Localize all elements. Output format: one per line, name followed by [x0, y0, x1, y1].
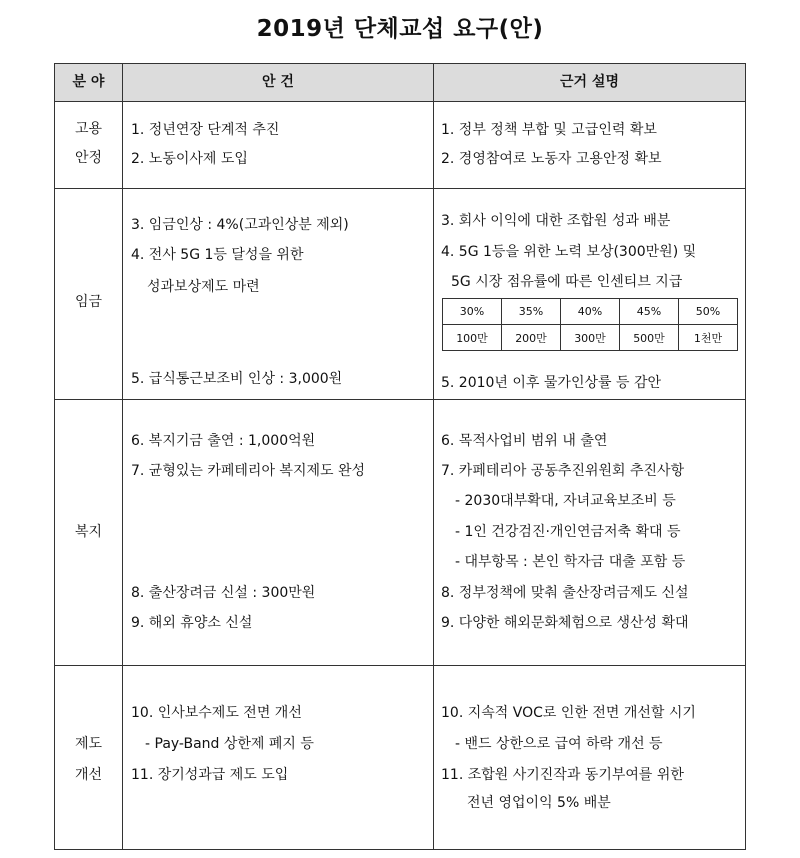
row-divider	[55, 399, 745, 400]
incentive-share-cell: 30%	[443, 299, 502, 325]
agenda-item: 성과보상제도 마련	[147, 279, 260, 295]
rationale-subitem: - 2030대부확대, 자녀교육보조비 등	[455, 493, 676, 509]
rationale-item: 1. 정부 정책 부합 및 고급인력 확보	[441, 122, 657, 138]
incentive-share-row	[443, 299, 738, 325]
row-divider	[55, 665, 745, 666]
agenda-item: 2. 노동이사제 도입	[131, 151, 248, 167]
rationale-subitem: - 밴드 상한으로 급여 하락 개선 등	[455, 736, 663, 752]
incentive-share-cell: 50%	[679, 299, 738, 325]
incentive-amount-row	[443, 325, 738, 351]
agenda-subitem: - Pay-Band 상한제 폐지 등	[145, 736, 314, 752]
rationale-item: 5. 2010년 이후 물가인상률 등 감안	[441, 375, 662, 391]
rationale-item: 7. 카페테리아 공동추진위원회 추진사항	[441, 463, 685, 479]
header-rationale: 근거 설명	[560, 74, 619, 90]
category-employment-line1: 고용	[74, 121, 103, 137]
rationale-item: 3. 회사 이익에 대한 조합원 성과 배분	[441, 213, 671, 229]
rationale-item: 11. 조합원 사기진작과 동기부여를 위한	[441, 767, 684, 783]
row-divider	[55, 188, 745, 189]
rationale-item: 10. 지속적 VOC로 인한 전면 개선할 시기	[441, 705, 696, 721]
agenda-item: 7. 균형있는 카페테리아 복지제도 완성	[131, 463, 366, 479]
incentive-table	[442, 298, 738, 351]
category-system-line1: 제도	[74, 736, 103, 752]
category-welfare: 복지	[74, 524, 103, 540]
incentive-share-cell: 40%	[561, 299, 620, 325]
category-system-line2: 개선	[74, 767, 103, 783]
incentive-amount-cell: 200만	[502, 325, 561, 351]
incentive-amount-cell: 500만	[620, 325, 679, 351]
incentive-amount-cell: 100만	[443, 325, 502, 351]
rationale-subitem: - 1인 건강검진·개인연금저축 확대 등	[455, 524, 681, 540]
incentive-share-cell: 45%	[620, 299, 679, 325]
header-agenda: 안 건	[262, 74, 294, 90]
header-category: 분 야	[72, 74, 105, 90]
agenda-item: 9. 해외 휴양소 신설	[131, 615, 253, 631]
agenda-item: 10. 인사보수제도 전면 개선	[131, 705, 302, 721]
rationale-item: 5G 시장 점유률에 따른 인센티브 지급	[451, 274, 683, 290]
agenda-item: 3. 임금인상 : 4%(고과인상분 제외)	[131, 217, 349, 233]
agenda-item: 8. 출산장려금 신설 : 300만원	[131, 585, 316, 601]
agenda-item: 11. 장기성과급 제도 도입	[131, 767, 289, 783]
category-wages: 임금	[74, 294, 103, 310]
agenda-item: 5. 급식통근보조비 인상 : 3,000원	[131, 371, 343, 387]
column-divider	[433, 64, 434, 849]
rationale-item: 8. 정부정책에 맞춰 출산장려금제도 신설	[441, 585, 689, 601]
agenda-item: 1. 정년연장 단계적 추진	[131, 122, 280, 138]
rationale-item: 전년 영업이익 5% 배분	[467, 795, 611, 811]
rationale-item: 2. 경영참여로 노동자 고용안정 확보	[441, 151, 662, 167]
incentive-share-cell: 35%	[502, 299, 561, 325]
column-divider	[122, 64, 123, 849]
demands-table	[54, 63, 746, 850]
rationale-item: 6. 목적사업비 범위 내 출연	[441, 433, 608, 449]
rationale-item: 4. 5G 1등을 위한 노력 보상(300만원) 및	[441, 244, 697, 260]
agenda-item: 6. 복지기금 출연 : 1,000억원	[131, 433, 316, 449]
rationale-subitem: - 대부항목 : 본인 학자금 대출 포함 등	[455, 554, 686, 570]
category-employment-line2: 안정	[74, 150, 103, 166]
rationale-item: 9. 다양한 해외문화체험으로 생산성 확대	[441, 615, 689, 631]
incentive-amount-cell: 300만	[561, 325, 620, 351]
agenda-item: 4. 전사 5G 1등 달성을 위한	[131, 247, 304, 263]
document-title: 2019년 단체교섭 요구(안)	[256, 16, 544, 42]
incentive-amount-cell: 1천만	[679, 325, 738, 351]
